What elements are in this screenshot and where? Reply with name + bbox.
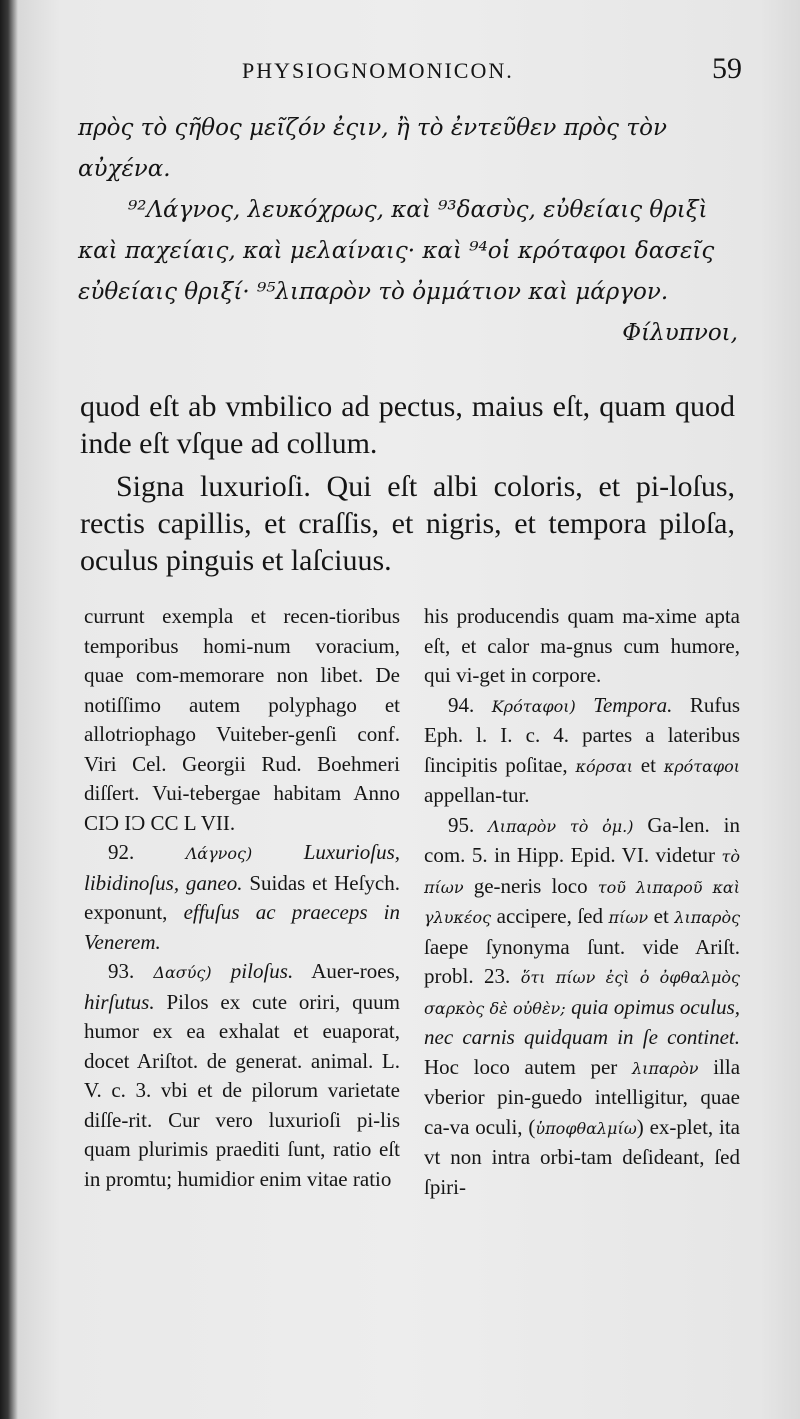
- note-95-text-5: ſaepe ſynonyma ſunt. vide Ariſt. probl. 23.: [424, 934, 740, 988]
- note-93-italic: piloſus.: [230, 959, 294, 983]
- note-95-greek-2: τὸ πίων: [424, 847, 740, 897]
- greek-line-1: πρὸς τὸ ςῆθος μεῖζόν ἐςιν, ἢ τὸ ἐντεῦθεν πρὸς τὸν αὐχένα.: [78, 115, 667, 182]
- note-93-text-2: Pilos ex cute oriri, quum humor ex ea exhalat et euaporat, docet Ariſtot. de generat. animal. L. V. c. 3. vbi et de pilorum varietate diſſe-rit. Cur vero luxurioſi pi-lis quam plurimis praediti ſunt, ratio eſt in promtu; humidior enim vitae ratio: [84, 989, 401, 1191]
- page-number: 59: [712, 52, 742, 85]
- note-95-greek-6: ὅτι πίων ἐςὶ ὁ ὀφθαλμὸς σαρκὸς δὲ οὐθὲν;: [424, 968, 741, 1018]
- note-94-text-1: Rufus Eph. l. I. c. 4. partes a lateribus ſincipitis poſitae,: [424, 692, 741, 777]
- note-continuation-right: his producendis quam ma-xime apta eſt, et calor ma-gnus cum humore, qui vi-get in corpore.: [424, 604, 740, 687]
- note-94: [424, 691, 740, 811]
- greek-paragraph: ⁹²Λάγνος, λευκόχρως, καὶ ⁹³δασὺς, εὐθείαις θριξὶ καὶ παχείαις, καὶ μελαίναις· καὶ ⁹⁴οἱ κρόταφοι δασεῖς εὐθείαις θριξί· ⁹⁵λιπαρὸν τὸ ὀμμάτιον καὶ μάργον.: [78, 197, 715, 305]
- note-92-italic-2: effuſus ac praeceps in Venerem.: [84, 900, 400, 954]
- note-continuation-left: currunt exempla et recen-tioribus temporibus homi-num voracium, quae com-memorare non libet. De notiſſimo autem polyphago et allotriophago Vuiteber-genſi conf. Viri Cel. Georgii Rud. Boehmeri diſſert. Vui-tebergae habitam Anno CIƆ IƆ CC L VII.: [84, 604, 400, 835]
- note-95-text-2: ge-neris loco: [473, 873, 588, 898]
- note-95-text-7: illa vberior pin-guedo intelligitur, quae ca-va oculi, (: [424, 1054, 741, 1139]
- footnotes: [84, 602, 740, 1402]
- note-92-italic: Luxurioſus, libidinoſus, ganeo.: [84, 840, 400, 895]
- note-95-greek-5: λιπαρὸς: [674, 908, 741, 927]
- note-92-greek: Λάγνος): [185, 844, 253, 863]
- note-94-number: 94.: [448, 692, 475, 717]
- note-94-greek-3: κρόταφοι: [663, 756, 741, 776]
- footnote-column-right: [424, 602, 740, 1202]
- note-93: [84, 957, 400, 1194]
- latin-paragraph-1: quod eſt ab vmbilico ad pectus, maius eſt, quam quod inde eſt vſque ad collum.: [80, 390, 735, 460]
- note-92: [84, 838, 400, 957]
- note-94-text-2: appellan-tur.: [424, 783, 530, 807]
- note-95-greek-3: τοῦ λιπαροῦ καὶ γλυκέος: [424, 877, 741, 927]
- note-95-number: 95.: [448, 812, 475, 837]
- note-93-text-1: Auer-roes,: [311, 959, 401, 983]
- footnote-column-left: [84, 602, 400, 1194]
- note-94-italic: Tempora.: [593, 692, 673, 717]
- page-header: [82, 52, 742, 92]
- note-93-italic-2: hirſutus.: [84, 989, 155, 1014]
- latin-translation-block: [80, 388, 735, 579]
- note-95-greek-8: ὑποφθαλμίω: [535, 1118, 637, 1138]
- note-92-number: 92.: [108, 840, 135, 864]
- note-95-text-3: accipere, ſed: [496, 904, 603, 928]
- note-95-greek: Λιπαρὸν τὸ ὀμ.): [488, 816, 634, 836]
- note-95-text-4: et: [653, 904, 669, 928]
- note-95-text-8: ) ex-plet, ita vt non intra orbi-tam deſideant, ſed ſpiri-: [424, 1114, 740, 1199]
- note-95-italic: quia opimus oculus, nec carnis quidquam in ſe continet.: [424, 994, 741, 1049]
- note-93-number: 93.: [108, 959, 135, 983]
- greek-right-word: Φίλυπνοι,: [622, 320, 738, 346]
- latin-paragraph-2: Signa luxurioſi. Qui eſt albi coloris, et pi-loſus, rectis capillis, et craſſis, et nigris, et tempora piloſa, oculus pinguis et laſciuus.: [80, 470, 735, 577]
- running-head: PHYSIOGNOMONICON.: [242, 58, 514, 83]
- note-93-greek: Δασύς): [153, 963, 212, 982]
- note-95: [424, 811, 740, 1203]
- note-95-text-6: Hoc loco autem per: [424, 1054, 618, 1079]
- greek-text-block: [78, 108, 738, 354]
- note-95-greek-4: πίων: [608, 908, 649, 927]
- note-94-greek: Κρόταφοι): [491, 696, 576, 716]
- note-95-text-1: Ga-len. in com. 5. in Hipp. Epid. VI. videtur: [424, 812, 740, 867]
- note-94-text-mid: et: [640, 752, 656, 777]
- note-95-greek-7: λιπαρὸν: [632, 1058, 699, 1078]
- note-92-text: Suidas et Heſych. exponunt,: [84, 870, 400, 924]
- note-94-greek-2: κόρσαι: [575, 756, 633, 776]
